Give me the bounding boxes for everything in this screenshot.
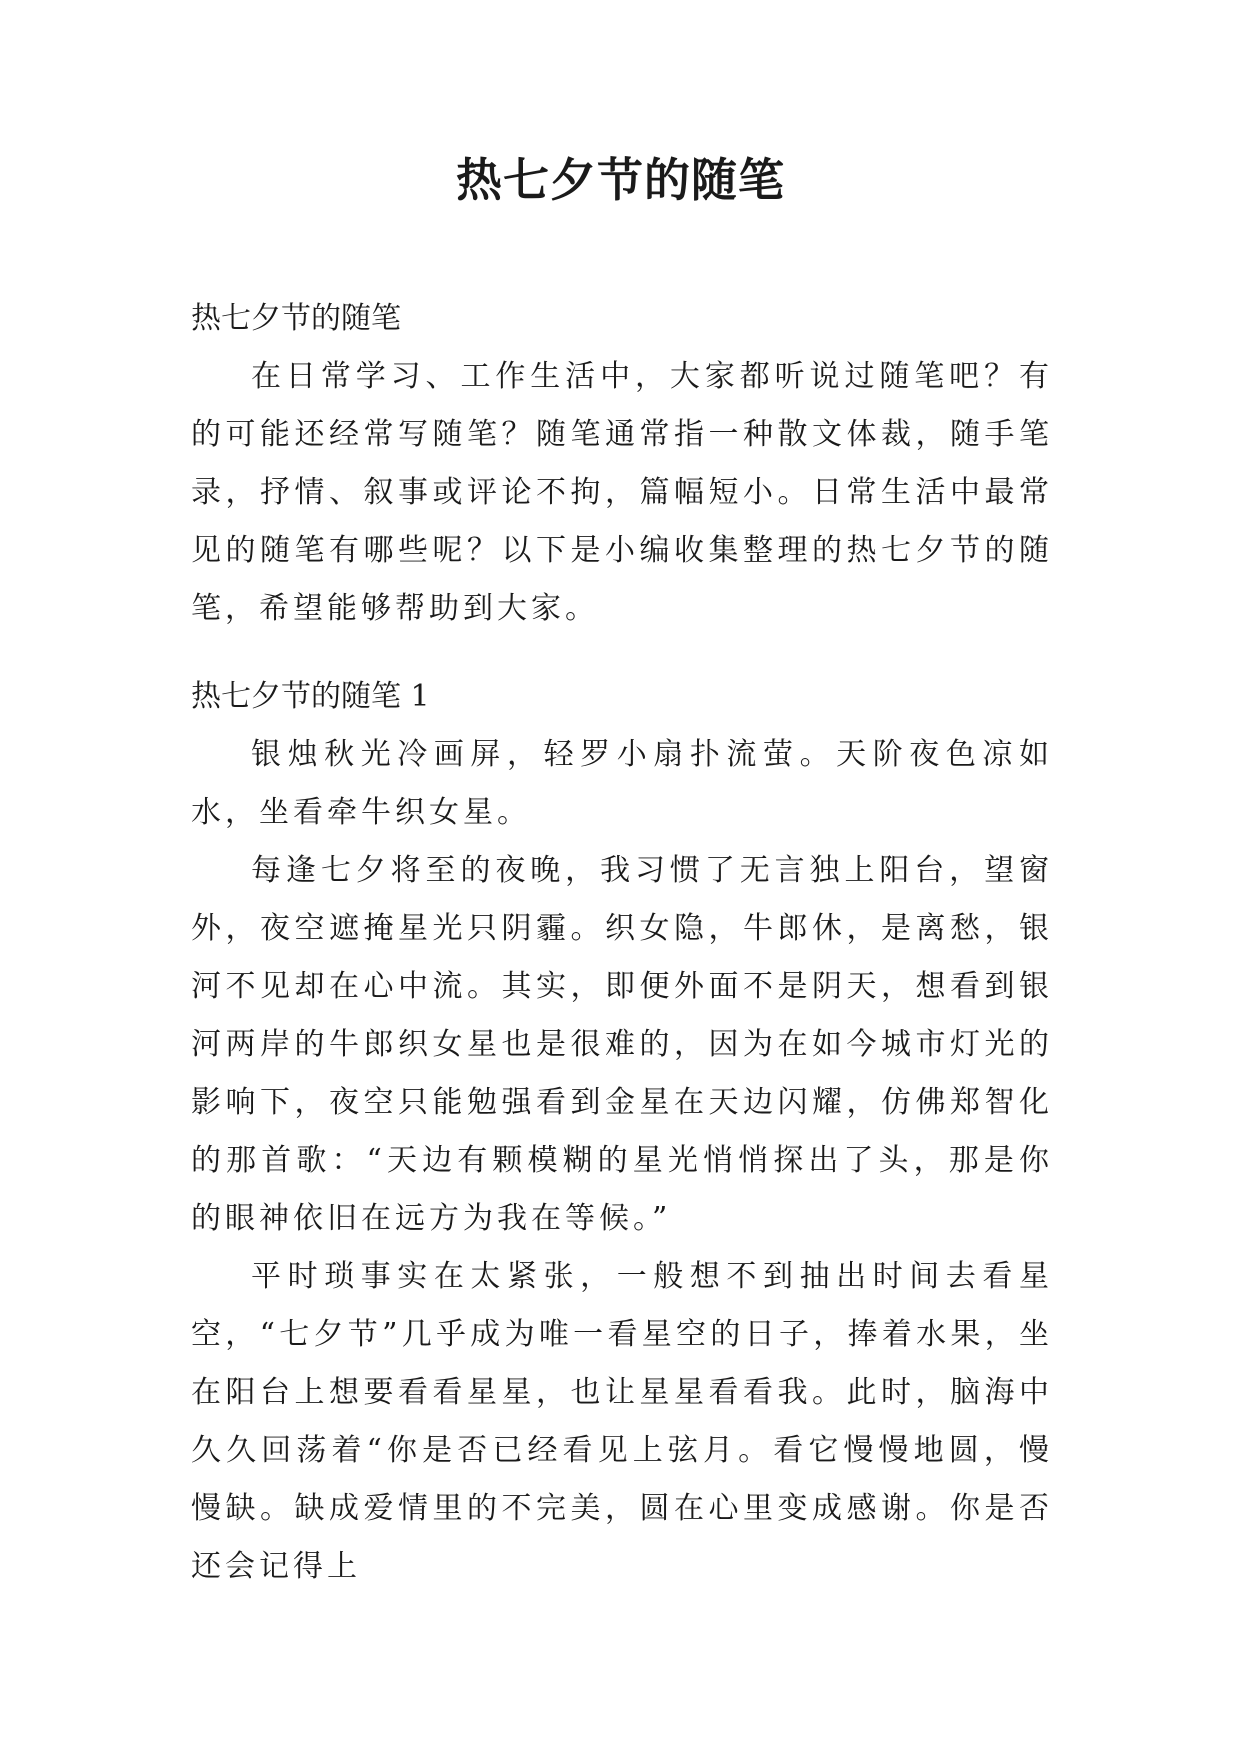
section1-paragraph-3: 平时琐事实在太紧张，一般想不到抽出时间去看星空，“七夕节”几乎成为唯一看星空的日子，捧着水果，坐在阳台上想要看看星星，也让星星看看我。此时，脑海中久久回荡着“你是否已经看见上弦月。看它慢慢地圆，慢慢缺。缺成爱情里的不完美，圆在心里变成感谢。你是否还会记得上 bbox=[191, 1259, 1053, 1584]
intro-heading: 热七夕节的随笔 bbox=[191, 301, 401, 336]
section1-paragraph-2: 每逢七夕将至的夜晚，我习惯了无言独上阳台，望窗外，夜空遮掩星光只阴霾。织女隐，牛郎休，是离愁，银河不见却在心中流。其实，即便外面不是阴天，想看到银河两岸的牛郎织女星也是很难的，因为在如今城市灯光的影响下，夜空只能勉强看到金星在天边闪耀，仿佛郑智化的那首歌：“天边有颗模糊的星光悄悄探出了头，那是你的眼神依旧在远方为我在等候。” bbox=[191, 853, 1053, 1236]
section1-heading: 热七夕节的随笔 1 bbox=[191, 679, 430, 714]
document-title: 热七夕节的随笔 bbox=[456, 153, 785, 207]
intro-paragraph: 在日常学习、工作生活中，大家都听说过随笔吧？有的可能还经常写随笔？随笔通常指一种散文体裁，随手笔录，抒情、叙事或评论不拘，篇幅短小。日常生活中最常见的随笔有哪些呢？以下是小编收集整理的热七夕节的随笔，希望能够帮助到大家。 bbox=[191, 359, 1053, 626]
document-body bbox=[191, 290, 1053, 1596]
section1-paragraph-1: 银烛秋光冷画屏，轻罗小扇扑流萤。天阶夜色凉如水，坐看牵牛织女星。 bbox=[191, 737, 1053, 830]
section-spacer bbox=[191, 638, 1053, 668]
